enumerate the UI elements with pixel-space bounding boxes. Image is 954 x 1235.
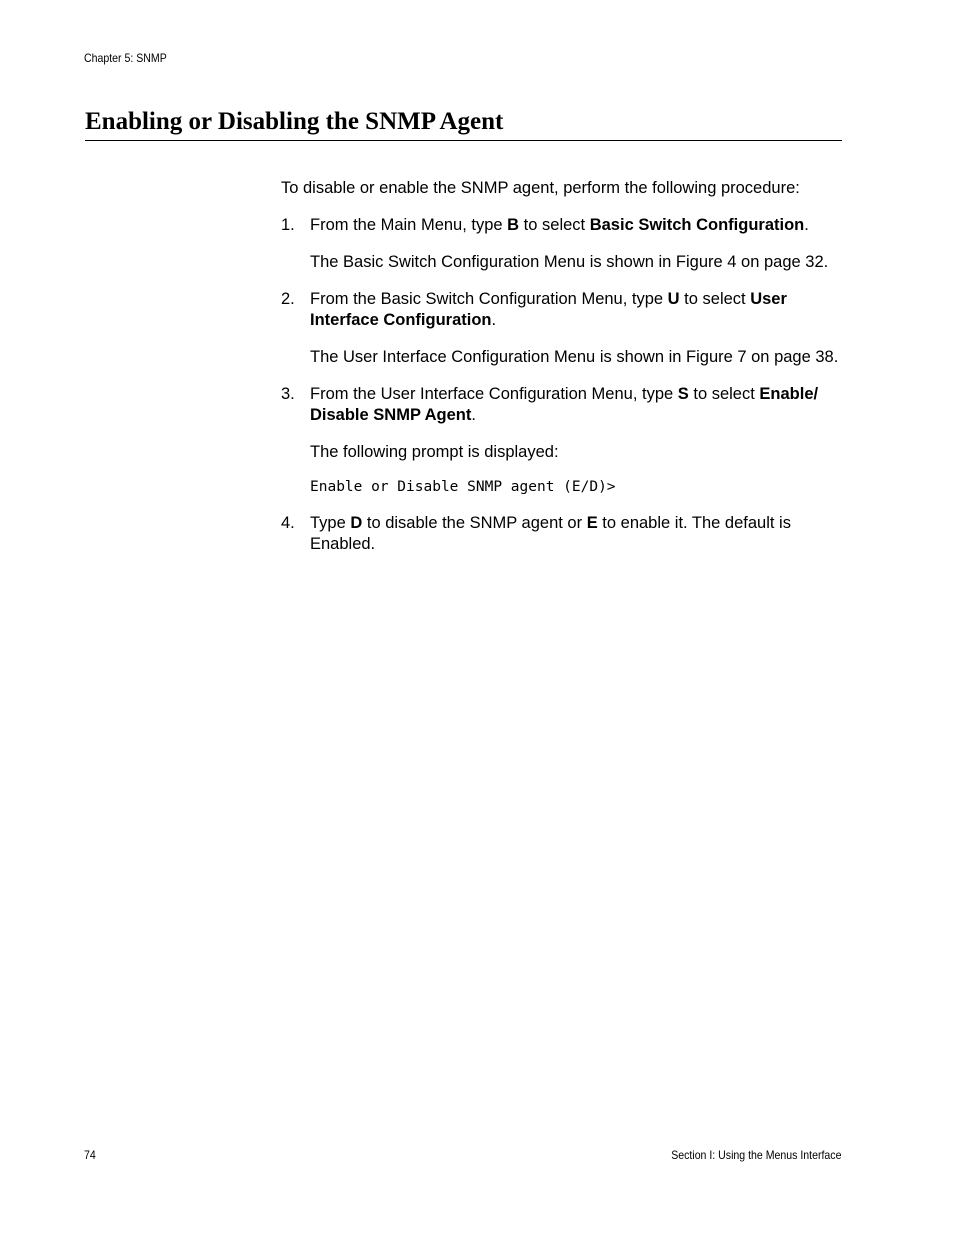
step-key: E [586, 514, 598, 532]
procedure-step-2 [281, 289, 846, 368]
step-text-part: to select [688, 385, 760, 403]
step-note: The following prompt is displayed: [310, 443, 559, 461]
step-text-part: . [804, 216, 809, 234]
step-text-part: to enable it. The default is Enabled. [310, 514, 791, 553]
step-key: B [507, 216, 520, 234]
step-text-part: From the User Interface Configuration Menu, type [310, 385, 678, 403]
step-instruction [310, 513, 846, 555]
step-number: 3. [281, 385, 295, 403]
step-text-part: From the Main Menu, type [310, 216, 508, 234]
step-key: U [667, 290, 680, 308]
step-text-part: Type [310, 514, 351, 532]
intro-paragraph: To disable or enable the SNMP agent, perform the following procedure: [281, 179, 800, 197]
step-text-part: From the Basic Switch Configuration Menu, type [310, 290, 668, 308]
page-number: 74 [84, 1148, 96, 1162]
step-instruction [310, 289, 846, 331]
step-instruction [310, 384, 846, 426]
step-note: The Basic Switch Configuration Menu is shown in Figure 4 on page 32. [310, 253, 829, 271]
procedure-step-4 [281, 513, 846, 555]
running-footer: Section I: Using the Menus Interface [670, 1148, 841, 1162]
step-number: 4. [281, 514, 295, 532]
step-menu-option: Basic Switch Configuration [589, 216, 805, 234]
procedure-body [281, 178, 846, 555]
step-key: S [677, 385, 689, 403]
step-text-part: to select [679, 290, 751, 308]
step-text-part: . [471, 406, 476, 424]
step-text-part: to select [519, 216, 590, 234]
step-number: 2. [281, 290, 295, 308]
procedure-step-3 [281, 384, 846, 497]
step-number: 1. [281, 216, 295, 234]
cli-prompt: Enable or Disable SNMP agent (E/D)> [310, 479, 616, 495]
step-text-part: to disable the SNMP agent or [362, 514, 587, 532]
step-menu-option: User Interface Configuration [310, 290, 787, 329]
section-title: Enabling or Disabling the SNMP Agent [85, 106, 842, 141]
step-text-part: . [491, 311, 497, 329]
step-key: D [350, 514, 363, 532]
running-header: Chapter 5: SNMP [84, 51, 167, 65]
step-note: The User Interface Configuration Menu is shown in Figure 7 on page 38. [310, 348, 839, 366]
step-instruction [310, 215, 846, 236]
procedure-step-1 [281, 215, 846, 273]
step-menu-option: Enable/ Disable SNMP Agent [310, 385, 819, 424]
